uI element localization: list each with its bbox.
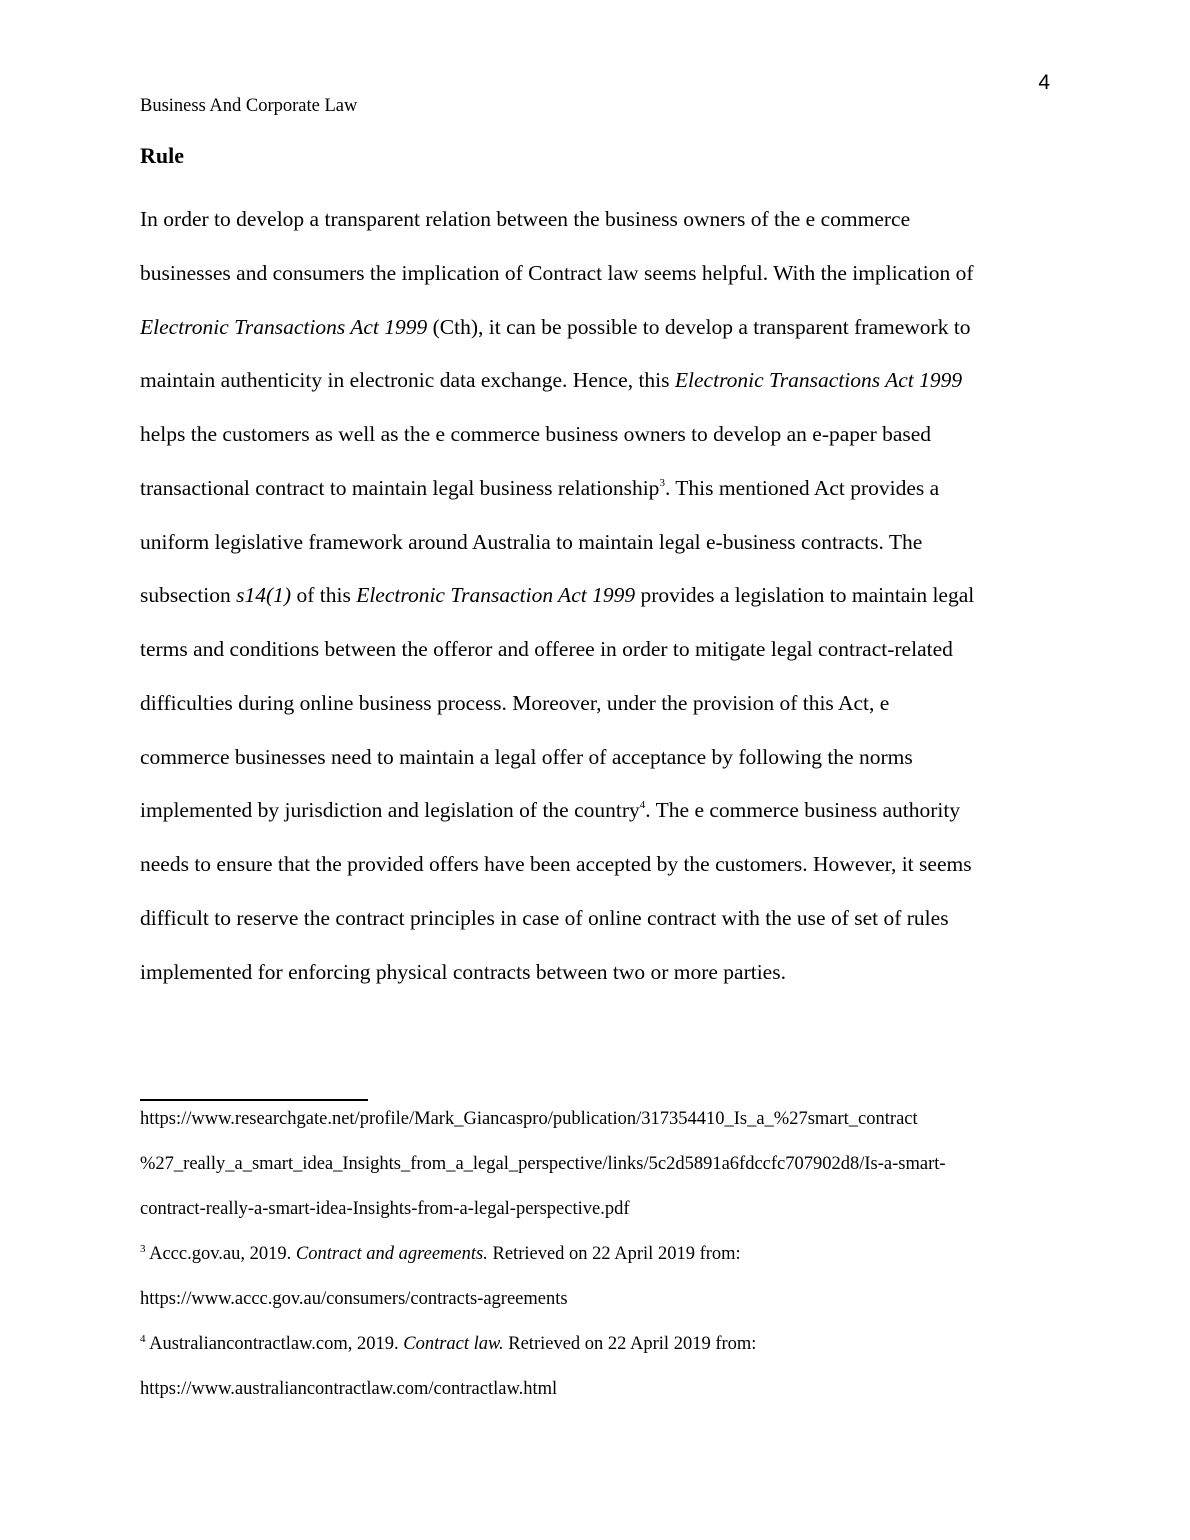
body-text-span: uniform legislative framework around Australia to maintain legal e-business contracts. The [140,529,923,554]
footnote-3 [140,1232,1070,1277]
body-line [140,354,1065,408]
footnote-continuation-link[interactable] [140,1187,1070,1232]
section-reference-italic: s14(1) [236,583,292,608]
body-line [140,892,1065,946]
body-text-span: provides a legislation to maintain legal [635,583,975,608]
footnotes [140,1097,1070,1412]
footnote-url[interactable]: https://www.australiancontractlaw.com/contractlaw.html [140,1379,558,1399]
act-title-italic: Electronic Transaction Act 1999 [356,583,636,608]
act-title-italic: Electronic Transactions Act 1999 [674,368,963,393]
body-line [140,838,1065,892]
body-text-span: . This mentioned Act provides a [664,475,940,500]
body-line [140,569,1065,623]
section-heading: Rule [140,143,184,168]
body-text-span: businesses and consumers the implication of Contract law seems helpful. With the implication of [140,260,974,285]
body-text-span: implemented for enforcing physical contracts between two or more parties. [140,959,786,984]
footnote-mark-3: 3 [140,1243,146,1255]
footnote-url[interactable]: https://www.accc.gov.au/consumers/contracts-agreements [140,1289,568,1309]
body-text-span: needs to ensure that the provided offers have been accepted by the customers. However, it seems [140,852,972,876]
body-text-span: difficult to reserve the contract principles in case of online contract with the use of set of rules [140,905,949,930]
body-text-span: transactional contract to maintain legal business relationship [140,475,660,500]
body-line [140,193,1065,247]
body-text-span: terms and conditions between the offeror and offeree in order to mitigate legal contract-related [140,637,953,661]
body-line [140,784,1065,838]
footnote-title-italic: Contract law. [403,1334,504,1354]
footnote-title-italic: Contract and agreements. [295,1244,488,1264]
running-head: Business And Corporate Law [140,96,358,116]
body-line [140,946,1065,1000]
footnote-text: Australiancontractlaw.com, 2019. [145,1334,404,1354]
footnote-mark-4: 4 [140,1333,146,1345]
page-number: 4 [1038,71,1050,94]
body-line [140,677,1065,731]
footnote-continuation-link[interactable] [140,1097,1070,1142]
footnote-text: Retrieved on 22 April 2019 from: [503,1334,757,1354]
body-text-span: commerce businesses need to maintain a legal offer of acceptance by following the norms [140,744,913,769]
body-text-span: implemented by jurisdiction and legislation of the country [140,798,640,823]
footnote-reference-3[interactable]: 3 [659,476,665,489]
footnote-3-url[interactable] [140,1277,1070,1322]
footnote-4-url[interactable] [140,1367,1070,1412]
footnote-text: Retrieved on 22 April 2019 from: [487,1244,741,1264]
footnote-reference-4[interactable]: 4 [639,799,646,812]
footnote-text: Accc.gov.au, 2019. [145,1244,296,1264]
body-line [140,462,1065,516]
footnote-4 [140,1322,1070,1367]
body-text-span: helps the customers as well as the e commerce business owners to develop an e-paper based [140,422,932,446]
body-text-span: of this [291,583,357,608]
act-title-italic: Electronic Transactions Act 1999 [140,314,428,339]
body-line [140,408,1065,462]
body-line [140,516,1065,570]
body-line [140,247,1065,301]
body-line [140,623,1065,677]
body-paragraph [140,193,1065,999]
body-text-span: In order to develop a transparent relation between the business owners of the e commerce [140,207,911,231]
body-line [140,731,1065,785]
footnote-url[interactable]: %27_really_a_smart_idea_Insights_from_a_legal_perspective/links/5c2d5891a6fdccfc707902d8/Is-a-smart- [140,1154,946,1174]
footnote-url[interactable]: contract-really-a-smart-idea-Insights-from-a-legal-perspective.pdf [140,1199,630,1219]
footnote-url[interactable]: https://www.researchgate.net/profile/Mark_Giancaspro/publication/317354410_Is_a_%27smart_contract [140,1109,918,1129]
body-line [140,301,1065,355]
body-text-span: . The e commerce business authority [645,798,961,823]
body-text-span: subsection [140,583,237,608]
footnote-continuation-link[interactable] [140,1142,1070,1187]
body-text-span: difficulties during online business process. Moreover, under the provision of this Act, e [140,690,890,715]
body-text-span: (Cth), it can be possible to develop a transparent framework to [427,314,971,339]
body-text-span: maintain authenticity in electronic data exchange. Hence, this [140,368,675,393]
